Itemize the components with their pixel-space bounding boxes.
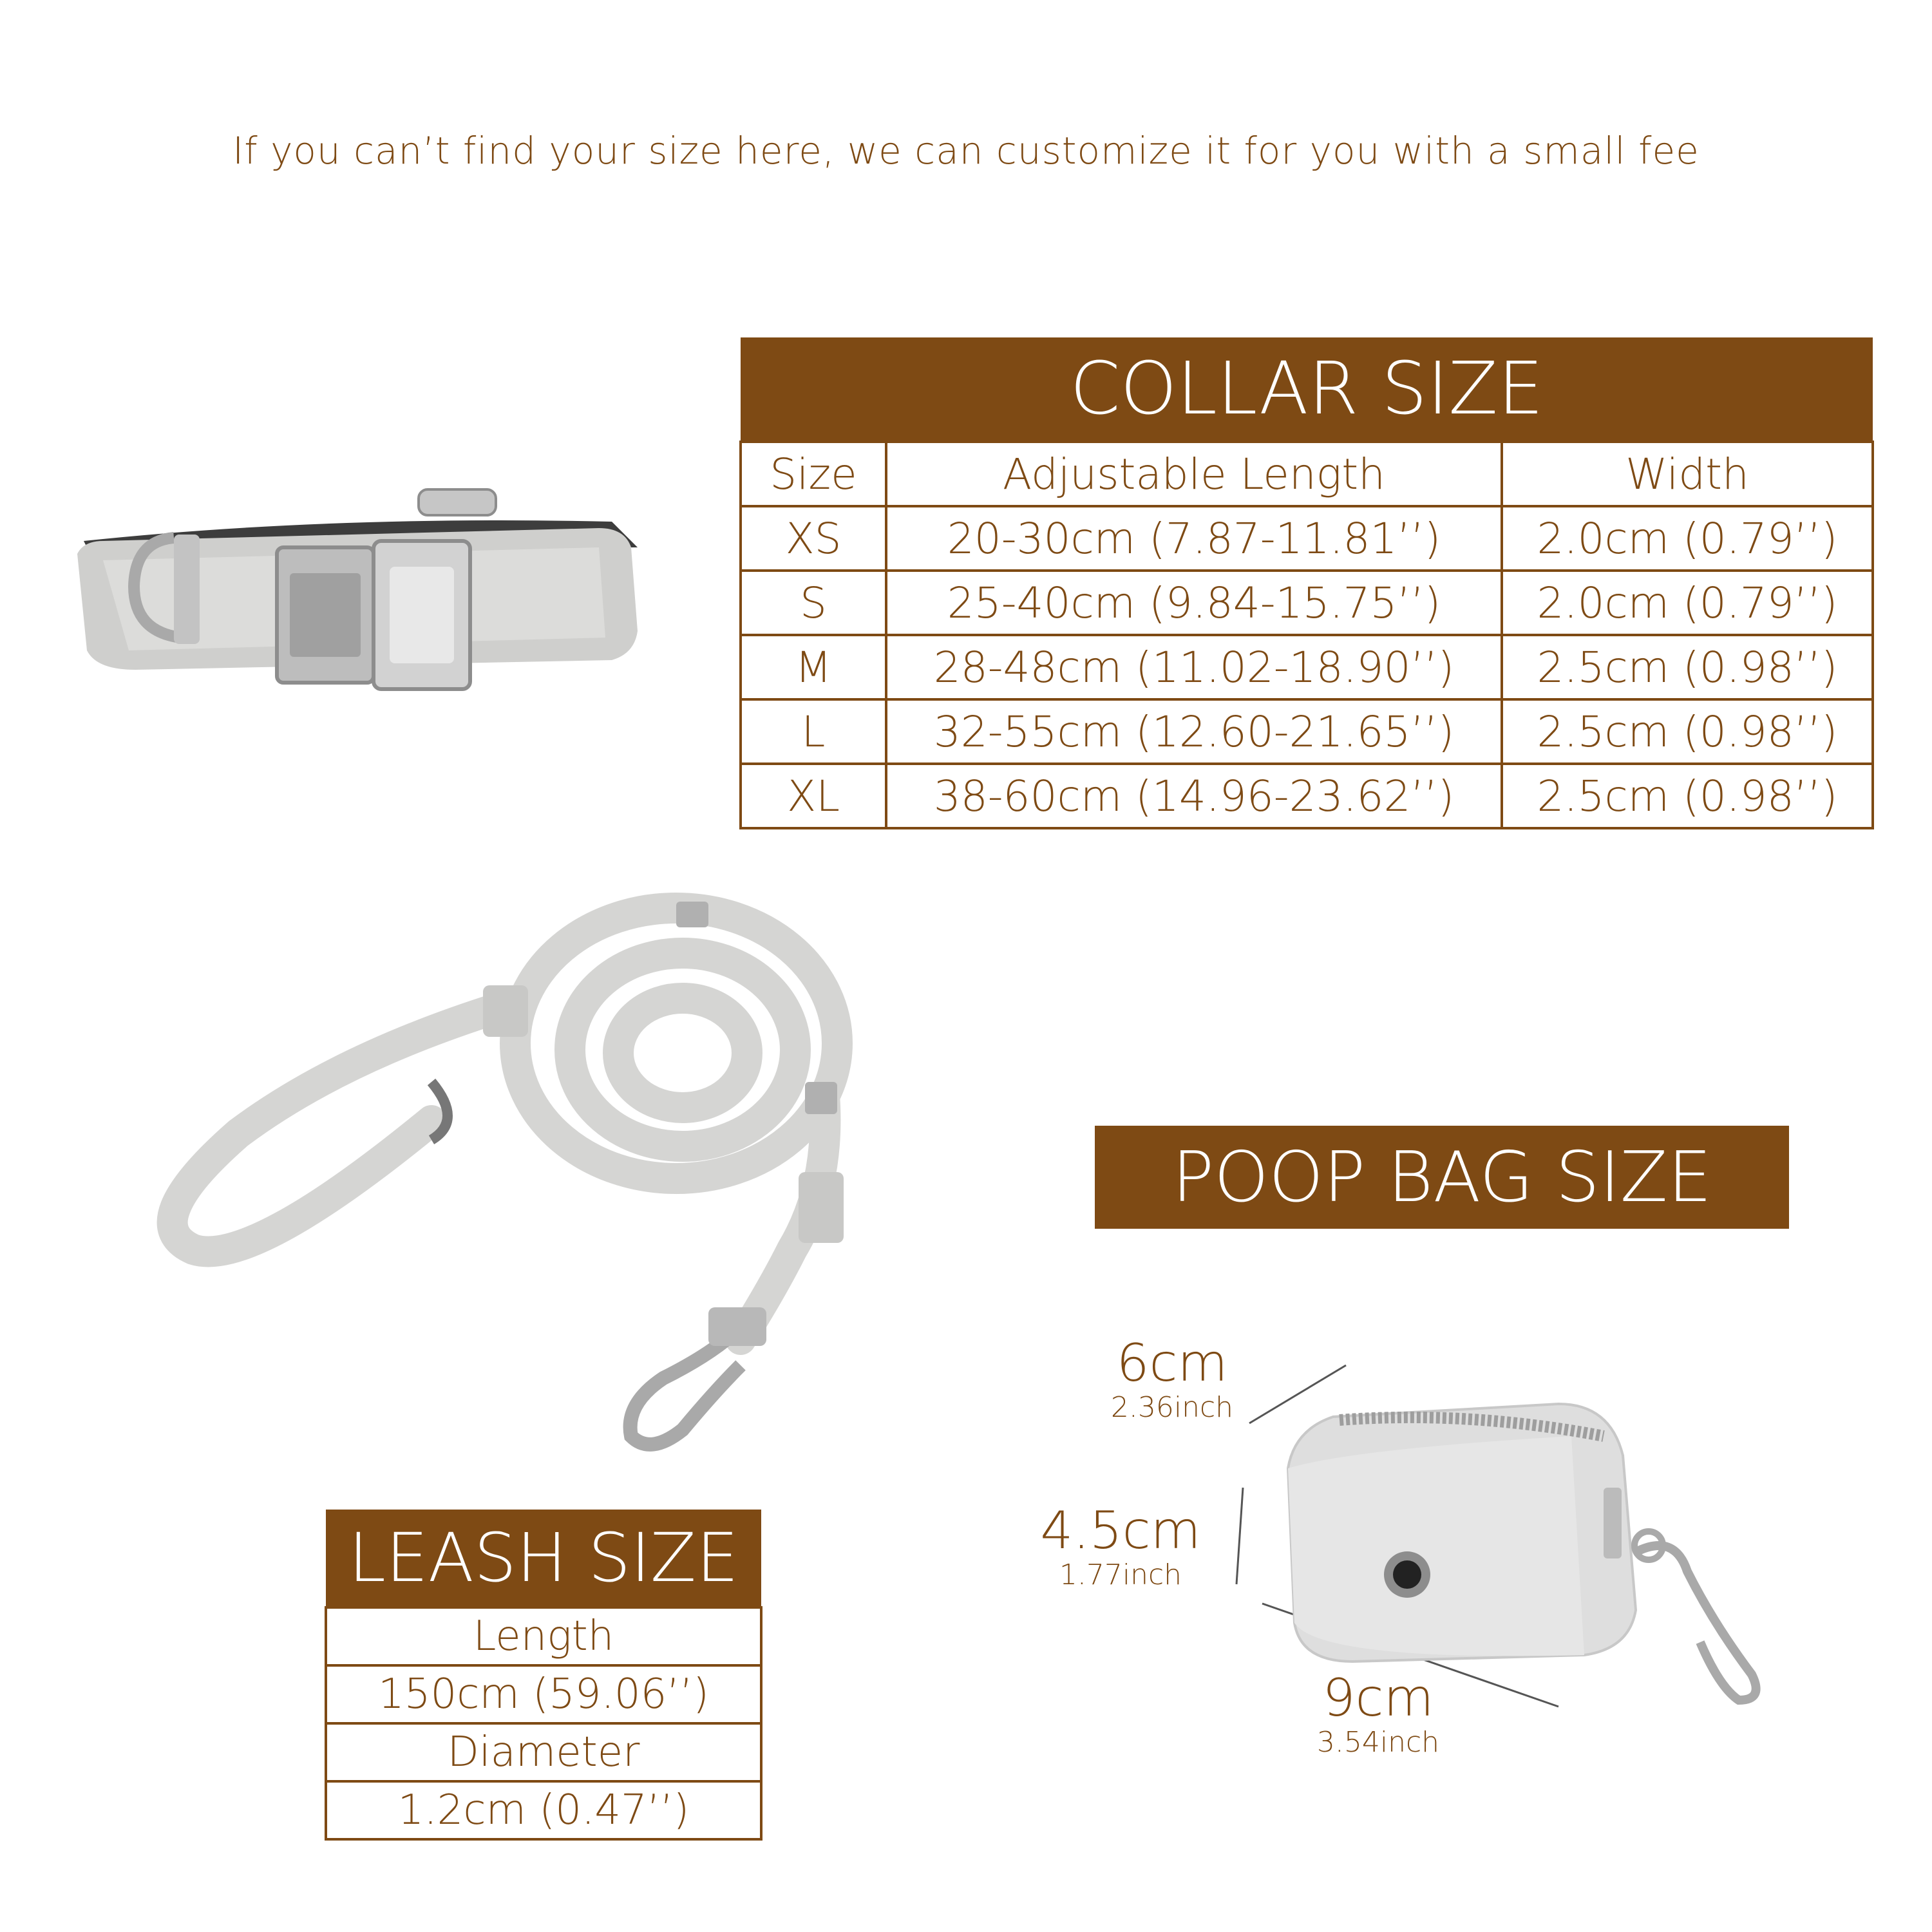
length-inch: 3.54inch (1316, 1726, 1440, 1759)
table-row (741, 699, 1873, 764)
length-cell: 28-48cm (11.02-18.90’’) (886, 635, 1502, 699)
length-cell: 32-55cm (12.60-21.65’’) (886, 699, 1502, 764)
width-cell: 2.5cm (0.98’’) (1502, 635, 1873, 699)
collar-size-title: COLLAR SIZE (741, 337, 1873, 442)
poop-bag-image (1224, 1340, 1868, 1739)
leash-diameter-label: Diameter (326, 1723, 761, 1781)
leash-size-table (325, 1510, 762, 1841)
table-row (741, 571, 1873, 635)
header-adjustable-length: Adjustable Length (886, 442, 1502, 506)
table-row (741, 764, 1873, 828)
depth-inch: 1.77inch (1059, 1558, 1182, 1591)
size-cell: XL (741, 764, 886, 828)
poop-bag-size-title: POOP BAG SIZE (1095, 1126, 1789, 1229)
height-cm: 6cm (1116, 1333, 1228, 1393)
length-cell: 20-30cm (7.87-11.81’’) (886, 506, 1502, 571)
height-inch: 2.36inch (1110, 1391, 1234, 1424)
table-row (741, 506, 1873, 571)
length-cell: 38-60cm (14.96-23.62’’) (886, 764, 1502, 828)
leash-size-title: LEASH SIZE (326, 1510, 761, 1607)
width-cell: 2.5cm (0.98’’) (1502, 699, 1873, 764)
depth-cm: 4.5cm (1040, 1501, 1201, 1560)
length-cm: 9cm (1322, 1668, 1434, 1728)
custom-size-note: If you can’t find your size here, we can customize it for you with a small fee (232, 129, 1700, 173)
leash-diameter-value: 1.2cm (0.47’’) (326, 1781, 761, 1839)
width-cell: 2.0cm (0.79’’) (1502, 571, 1873, 635)
length-cell: 25-40cm (9.84-15.75’’) (886, 571, 1502, 635)
header-size: Size (741, 442, 886, 506)
leash-length-label: Length (326, 1607, 761, 1665)
width-cell: 2.5cm (0.98’’) (1502, 764, 1873, 828)
table-row (741, 635, 1873, 699)
width-cell: 2.0cm (0.79’’) (1502, 506, 1873, 571)
size-cell: S (741, 571, 886, 635)
table-header-row (741, 442, 1873, 506)
collar-size-table (739, 337, 1874, 829)
header-width: Width (1502, 442, 1873, 506)
size-cell: L (741, 699, 886, 764)
collar-image (58, 477, 676, 708)
size-cell: M (741, 635, 886, 699)
size-cell: XS (741, 506, 886, 571)
leash-image (97, 889, 902, 1468)
leash-length-value: 150cm (59.06’’) (326, 1665, 761, 1723)
